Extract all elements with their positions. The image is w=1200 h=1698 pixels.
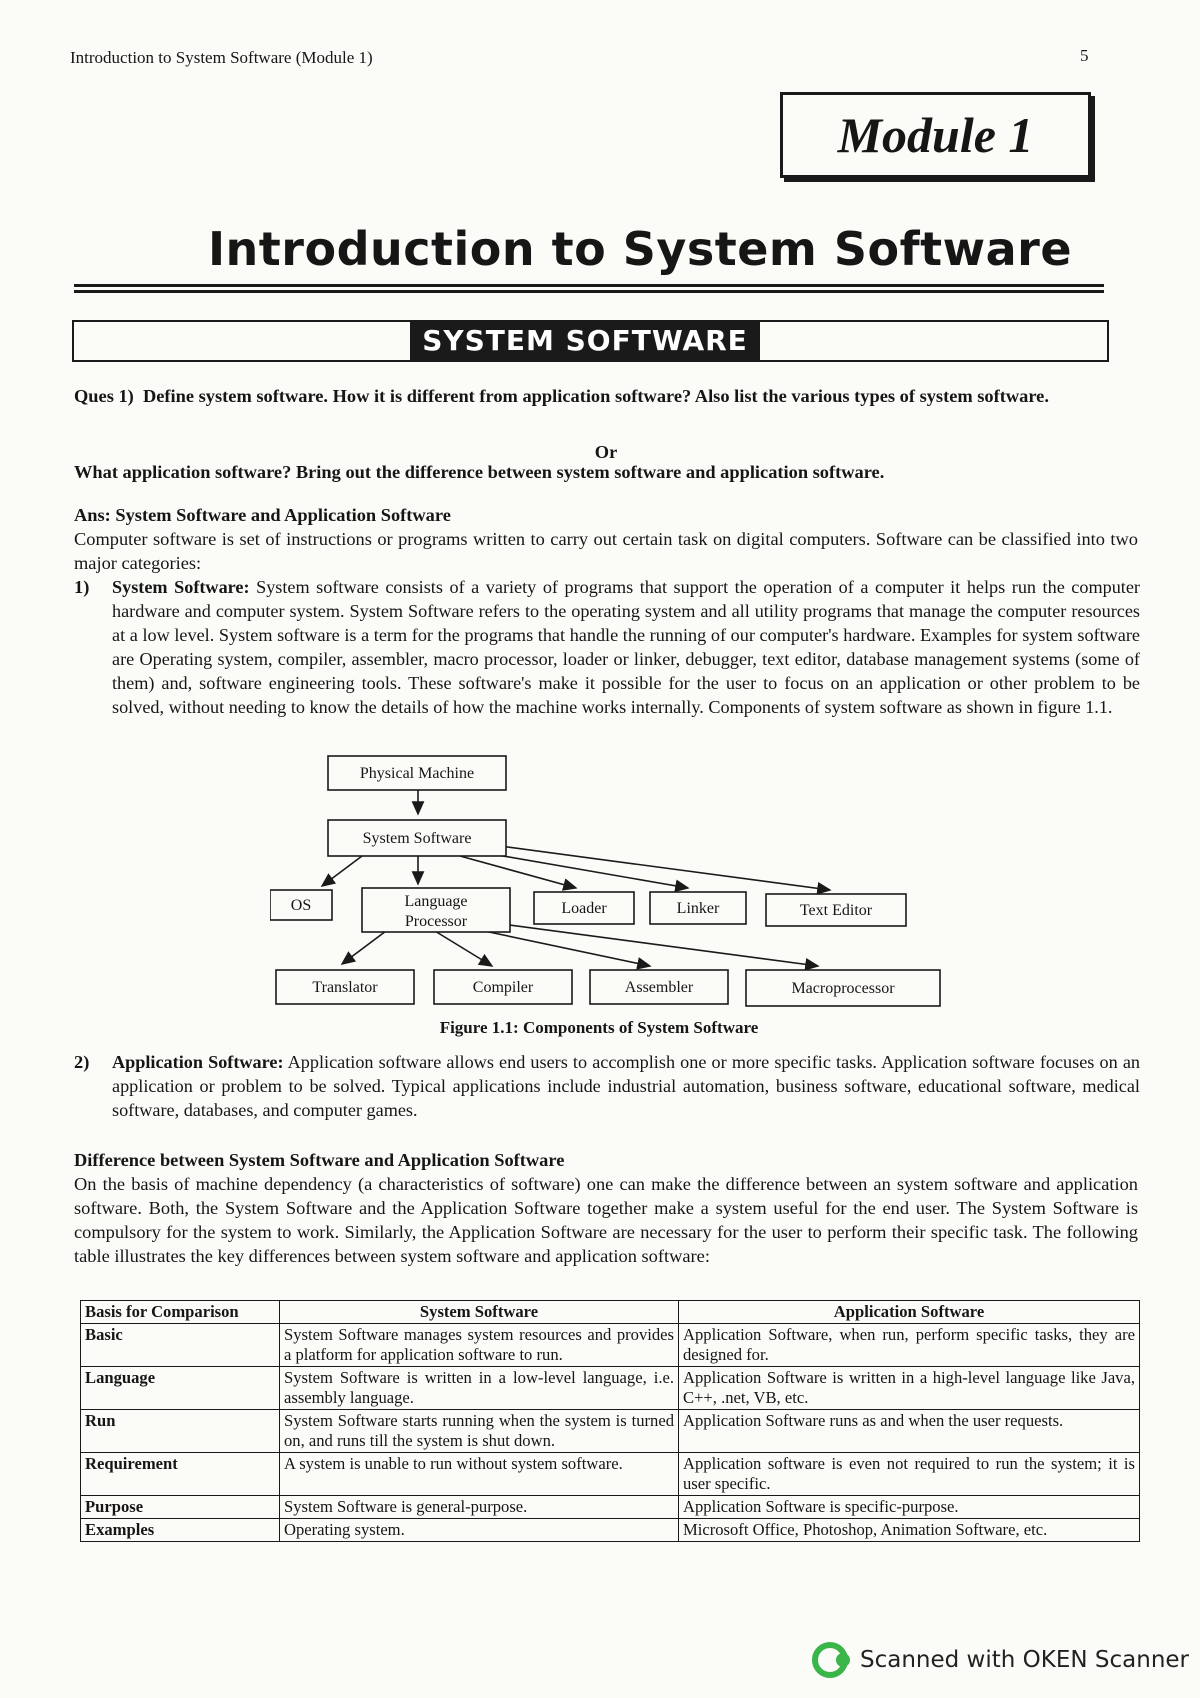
- node-os-label: OS: [290, 897, 312, 914]
- table-cell-application: Microsoft Office, Photoshop, Animation Software, etc.: [679, 1519, 1140, 1542]
- section-heading: SYSTEM SOFTWARE: [410, 322, 760, 360]
- table-row: [81, 1453, 1140, 1496]
- node-linker: [650, 892, 746, 924]
- question-text-a: Define system software. How it is different from application software? Also list the various types of system software.: [142, 386, 1049, 406]
- table-cell-basis: Language: [81, 1367, 280, 1410]
- difference-heading: Difference between System Software and Application Software: [74, 1150, 565, 1170]
- node-linker-label: Linker: [676, 900, 720, 917]
- item-2-body: [112, 1050, 1140, 1122]
- node-translator-label: Translator: [312, 979, 378, 996]
- table-cell-system: System Software starts running when the system is turned on, and runs till the system is shut down.: [280, 1410, 679, 1453]
- item-2-number: 2): [74, 1052, 90, 1072]
- node-loader-label: Loader: [561, 900, 607, 917]
- table-header-row: [81, 1301, 1140, 1324]
- table-cell-application: Application software is even not required to run the system; it is user specific.: [679, 1453, 1140, 1496]
- item-1-body: [112, 575, 1140, 719]
- table-row: [81, 1367, 1140, 1410]
- table-row: [81, 1410, 1140, 1453]
- node-macroprocessor-label: Macroprocessor: [791, 980, 895, 997]
- diagram-connectors: [322, 790, 830, 966]
- node-physical-machine: [328, 756, 506, 790]
- scanner-logo-icon: [812, 1642, 848, 1678]
- title-rule-top: [74, 284, 1104, 287]
- table-cell-system: System Software manages system resources and provides a platform for application software to run.: [280, 1324, 679, 1367]
- table-cell-application: Application Software runs as and when the user requests.: [679, 1410, 1140, 1453]
- system-software-diagram: [270, 748, 950, 1016]
- node-translator: [276, 970, 414, 1004]
- table-header-basis: Basis for Comparison: [81, 1301, 280, 1324]
- table-row: [81, 1496, 1140, 1519]
- table-cell-basis: Run: [81, 1410, 280, 1453]
- table-cell-application: Application Software, when run, perform specific tasks, they are designed for.: [679, 1324, 1140, 1367]
- difference-table: [80, 1300, 1140, 1542]
- node-compiler: [434, 970, 572, 1004]
- node-compiler-label: Compiler: [472, 979, 534, 996]
- table-cell-basis: Examples: [81, 1519, 280, 1542]
- question-or: Or: [594, 442, 618, 462]
- table-cell-application: Application Software is written in a high-level language like Java, C++, .net, VB, etc.: [679, 1367, 1140, 1410]
- module-label-box: [780, 92, 1091, 178]
- node-os: [270, 890, 332, 920]
- node-text-editor-label: Text Editor: [799, 902, 873, 919]
- table-header-system: System Software: [280, 1301, 679, 1324]
- table-cell-system: System Software is general-purpose.: [280, 1496, 679, 1519]
- table-cell-system: Operating system.: [280, 1519, 679, 1542]
- question-text-b: What application software? Bring out the difference between system software and application software.: [74, 462, 885, 482]
- table-header-application: Application Software: [679, 1301, 1140, 1324]
- node-language-processor-label-2: Processor: [404, 913, 468, 930]
- scanner-watermark: [812, 1642, 1189, 1678]
- item-1-number: 1): [74, 577, 90, 597]
- table-cell-system: A system is unable to run without system software.: [280, 1453, 679, 1496]
- node-loader: [534, 892, 634, 924]
- table-row: [81, 1519, 1140, 1542]
- node-macroprocessor: [746, 970, 940, 1006]
- table-row: [81, 1324, 1140, 1367]
- table-cell-system: System Software is written in a low-level language, i.e. assembly language.: [280, 1367, 679, 1410]
- difference-text: On the basis of machine dependency (a characteristics of software) one can make the difference between an system software and application software. Both, the System Software and the Application Software together make a system useful for the end user. The System Software is compulsory for the system to work. Similarly, the Application Software are necessary for the user to perform their specific task. The following table illustrates the key differences between system software and application software:: [74, 1174, 1138, 1266]
- node-language-processor: [362, 888, 510, 932]
- item-2-term: Application Software:: [112, 1052, 284, 1072]
- answer-heading: Ans: System Software and Application Software: [74, 505, 451, 525]
- table-cell-application: Application Software is specific-purpose.: [679, 1496, 1140, 1519]
- title-rule-bottom: [74, 290, 1104, 293]
- table-cell-basis: Purpose: [81, 1496, 280, 1519]
- page-number: 5: [1080, 46, 1089, 65]
- item-2-text: Application software allows end users to accomplish one or more specific tasks. Application software focuses on an application or problem to be solved. Typical applications include industrial automation, business software, educational software, medical software, databases, and computer games.: [112, 1052, 1140, 1120]
- question-number: Ques 1): [74, 386, 134, 406]
- module-label: Module 1: [837, 107, 1034, 163]
- node-physical-machine-label: Physical Machine: [359, 765, 475, 782]
- table-cell-basis: Basic: [81, 1324, 280, 1367]
- item-1-term: System Software:: [112, 577, 250, 597]
- figure-caption: Figure 1.1: Components of System Software: [439, 1018, 759, 1037]
- scanner-watermark-text: Scanned with OKEN Scanner: [860, 1647, 1189, 1673]
- question-1: [74, 384, 1138, 408]
- node-assembler-label: Assembler: [624, 979, 694, 996]
- node-text-editor: [766, 894, 906, 926]
- running-header: Introduction to System Software (Module 1): [70, 48, 373, 67]
- table-cell-basis: Requirement: [81, 1453, 280, 1496]
- chapter-title: Introduction to System Software: [207, 222, 1073, 276]
- node-assembler: [590, 970, 728, 1004]
- node-language-processor-label-1: Language: [404, 893, 468, 910]
- node-system-software: [328, 820, 506, 856]
- answer-intro: Computer software is set of instructions or programs written to carry out certain task on digital computers. Software can be classified into two major categories:: [74, 529, 1138, 573]
- node-system-software-label: System Software: [362, 830, 472, 847]
- item-1-text: System software consists of a variety of programs that support the operation of a computer it helps run the computer hardware and computer system. System Software refers to the operating system and all utility programs that manage the computer resources at a low level. System software is a term for the programs that handle the running of our computer's hardware. Examples for system software are Operating system, compiler, assembler, macro processor, loader or linker, debugger, text editor, database management systems (some of them) and, software engineering tools. These software's make it possible for the user to focus on an application or other problem to be solved, without needing to know the details of how the machine works internally. Components of system software as shown in figure 1.1.: [112, 577, 1140, 717]
